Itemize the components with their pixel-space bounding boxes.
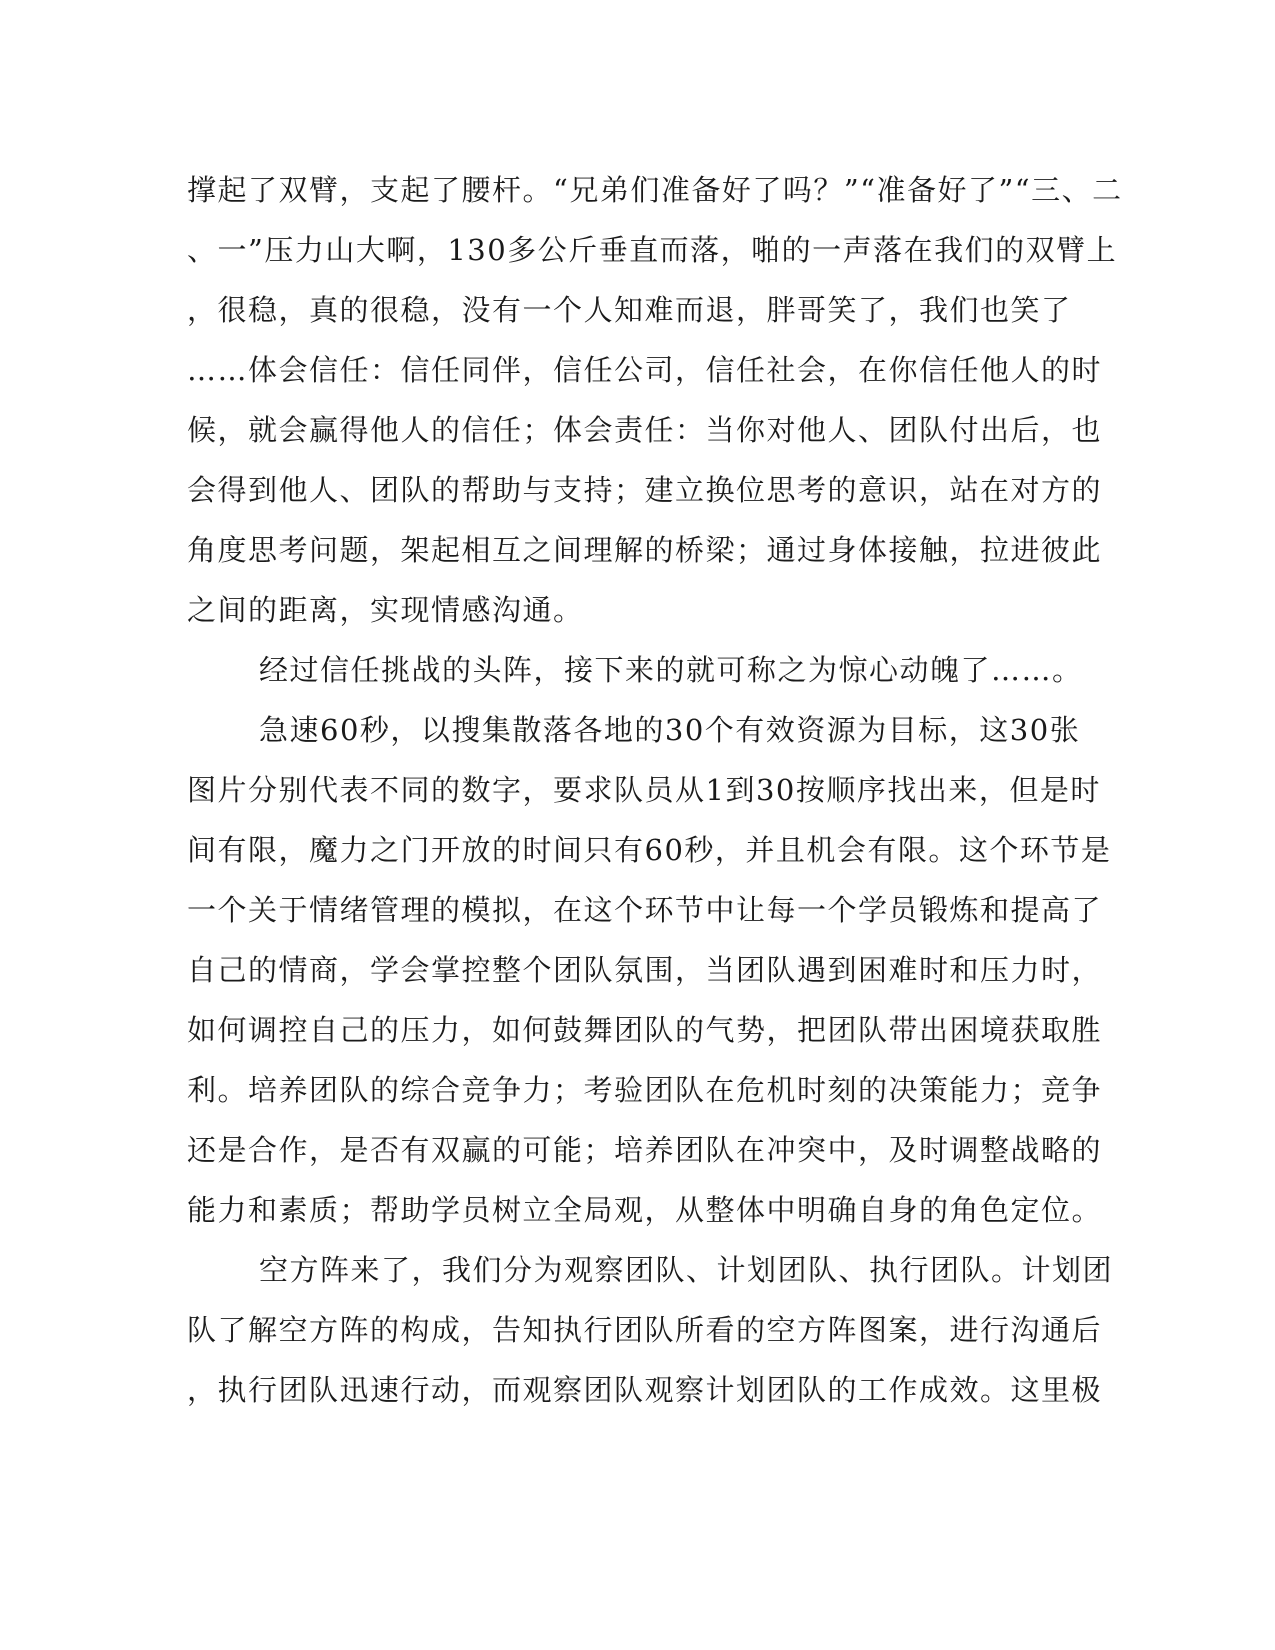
text-line: 自己的情商，学会掌控整个团队氛围，当团队遇到困难时和压力时， bbox=[187, 953, 1103, 987]
text-line: 一个关于情绪管理的模拟，在这个环节中让每一个学员锻炼和提高了 bbox=[187, 893, 1103, 927]
text-line: 候，就会赢得他人的信任；体会责任：当你对他人、团队付出后，也 bbox=[187, 413, 1103, 447]
text-line: ，很稳，真的很稳，没有一个人知难而退，胖哥笑了，我们也笑了 bbox=[187, 293, 1072, 327]
text-line: 会得到他人、团队的帮助与支持；建立换位思考的意识，站在对方的 bbox=[187, 473, 1103, 507]
paragraph-first-line: 空方阵来了，我们分为观察团队、计划团队、执行团队。计划团 bbox=[259, 1253, 1114, 1287]
text-line: ……体会信任：信任同伴，信任公司，信任社会，在你信任他人的时 bbox=[187, 353, 1103, 387]
text-line: ，执行团队迅速行动，而观察团队观察计划团队的工作成效。这里极 bbox=[187, 1373, 1103, 1407]
text-line: 、一”压力山大啊，130多公斤垂直而落，啪的一声落在我们的双臂上 bbox=[187, 233, 1118, 267]
text-line: 之间的距离，实现情感沟通。 bbox=[187, 593, 584, 627]
paragraph-first-line: 急速60秒，以搜集散落各地的30个有效资源为目标，这30张 bbox=[259, 713, 1081, 747]
text-line: 能力和素质；帮助学员树立全局观，从整体中明确自身的角色定位。 bbox=[187, 1193, 1103, 1227]
text-line: 队了解空方阵的构成，告知执行团队所看的空方阵图案，进行沟通后 bbox=[187, 1313, 1103, 1347]
text-line: 还是合作，是否有双赢的可能；培养团队在冲突中，及时调整战略的 bbox=[187, 1133, 1103, 1167]
text-line: 间有限，魔力之门开放的时间只有60秒，并且机会有限。这个环节是 bbox=[187, 833, 1112, 867]
paragraph-first-line: 经过信任挑战的头阵，接下来的就可称之为惊心动魄了……。 bbox=[259, 653, 1083, 687]
text-line: 图片分别代表不同的数字，要求队员从1到30按顺序找出来，但是时 bbox=[187, 773, 1101, 807]
text-line: 利。培养团队的综合竞争力；考验团队在危机时刻的决策能力；竞争 bbox=[187, 1073, 1103, 1107]
body-text bbox=[187, 160, 1123, 1420]
text-line: 如何调控自己的压力，如何鼓舞团队的气势，把团队带出困境获取胜 bbox=[187, 1013, 1103, 1047]
text-line: 角度思考问题，架起相互之间理解的桥梁；通过身体接触，拉进彼此 bbox=[187, 533, 1103, 567]
text-line: 撑起了双臂，支起了腰杆。“兄弟们准备好了吗？”“准备好了”“三、二 bbox=[187, 173, 1123, 207]
